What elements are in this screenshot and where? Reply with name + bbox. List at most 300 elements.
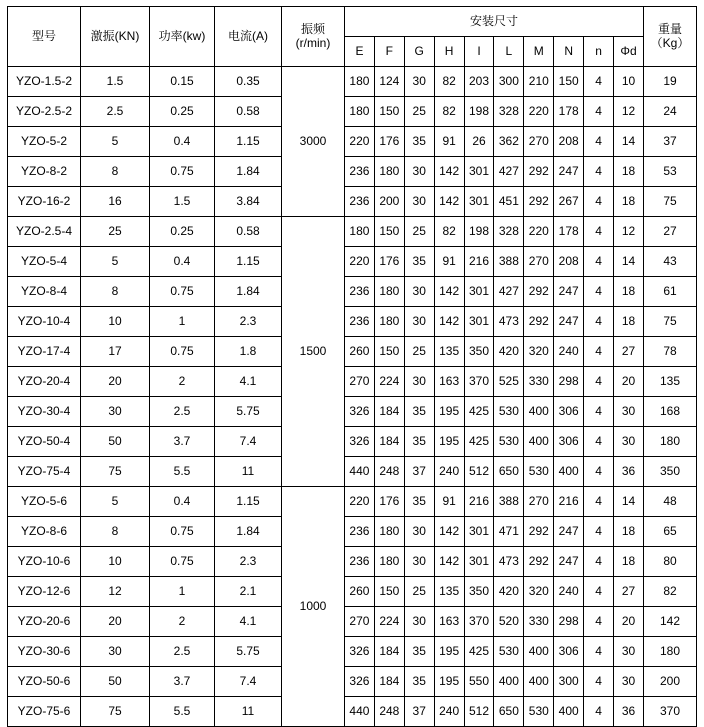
cell-force: 75 bbox=[81, 457, 150, 487]
cell-dim-n: 4 bbox=[584, 247, 614, 277]
cell-model: YZO-5-6 bbox=[8, 487, 81, 517]
column-header-dim-e: E bbox=[345, 37, 375, 67]
cell-dim-Φd: 36 bbox=[614, 697, 644, 727]
cell-dim-G: 35 bbox=[404, 397, 434, 427]
table-row bbox=[8, 667, 697, 697]
cell-force: 20 bbox=[81, 367, 150, 397]
cell-dim-n: 4 bbox=[584, 157, 614, 187]
cell-dim-N: 247 bbox=[554, 307, 584, 337]
cell-dim-F: 200 bbox=[374, 187, 404, 217]
cell-weight: 78 bbox=[644, 337, 697, 367]
column-header-frequency bbox=[282, 7, 345, 67]
table-row bbox=[8, 247, 697, 277]
table-row bbox=[8, 217, 697, 247]
cell-model: YZO-17-4 bbox=[8, 337, 81, 367]
cell-dim-F: 184 bbox=[374, 667, 404, 697]
cell-dim-G: 35 bbox=[404, 427, 434, 457]
cell-weight: 82 bbox=[644, 577, 697, 607]
table-row bbox=[8, 427, 697, 457]
cell-dim-M: 220 bbox=[524, 217, 554, 247]
cell-dim-M: 330 bbox=[524, 607, 554, 637]
cell-dim-I: 350 bbox=[464, 577, 494, 607]
cell-dim-Φd: 18 bbox=[614, 517, 644, 547]
cell-dim-n: 4 bbox=[584, 277, 614, 307]
cell-dim-N: 150 bbox=[554, 67, 584, 97]
cell-dim-Φd: 18 bbox=[614, 307, 644, 337]
cell-dim-N: 298 bbox=[554, 367, 584, 397]
cell-weight: 350 bbox=[644, 457, 697, 487]
cell-dim-M: 270 bbox=[524, 127, 554, 157]
column-header-dim-phi-d: Φd bbox=[614, 37, 644, 67]
cell-weight: 200 bbox=[644, 667, 697, 697]
cell-dim-N: 178 bbox=[554, 217, 584, 247]
table-row bbox=[8, 127, 697, 157]
cell-dim-N: 208 bbox=[554, 127, 584, 157]
cell-dim-L: 427 bbox=[494, 157, 524, 187]
column-header-dim-m: M bbox=[524, 37, 554, 67]
cell-model: YZO-8-4 bbox=[8, 277, 81, 307]
cell-model: YZO-75-4 bbox=[8, 457, 81, 487]
table-row bbox=[8, 547, 697, 577]
cell-power: 0.15 bbox=[150, 67, 215, 97]
cell-dim-F: 224 bbox=[374, 367, 404, 397]
cell-force: 8 bbox=[81, 157, 150, 187]
cell-dim-G: 30 bbox=[404, 187, 434, 217]
cell-current: 1.8 bbox=[215, 337, 282, 367]
table-row bbox=[8, 97, 697, 127]
table-row bbox=[8, 157, 697, 187]
cell-dim-G: 35 bbox=[404, 247, 434, 277]
cell-dim-N: 298 bbox=[554, 607, 584, 637]
cell-dim-Φd: 14 bbox=[614, 487, 644, 517]
cell-dim-N: 247 bbox=[554, 277, 584, 307]
cell-dim-Φd: 30 bbox=[614, 637, 644, 667]
cell-weight: 43 bbox=[644, 247, 697, 277]
cell-dim-F: 180 bbox=[374, 547, 404, 577]
cell-current: 2.3 bbox=[215, 547, 282, 577]
cell-model: YZO-30-4 bbox=[8, 397, 81, 427]
cell-dim-G: 25 bbox=[404, 337, 434, 367]
cell-dim-F: 184 bbox=[374, 637, 404, 667]
cell-dim-Φd: 12 bbox=[614, 217, 644, 247]
cell-model: YZO-1.5-2 bbox=[8, 67, 81, 97]
cell-dim-L: 473 bbox=[494, 307, 524, 337]
cell-power: 0.4 bbox=[150, 127, 215, 157]
cell-current: 1.15 bbox=[215, 127, 282, 157]
cell-dim-n: 4 bbox=[584, 517, 614, 547]
cell-dim-L: 520 bbox=[494, 607, 524, 637]
cell-current: 1.15 bbox=[215, 487, 282, 517]
cell-dim-H: 142 bbox=[434, 307, 464, 337]
cell-dim-I: 512 bbox=[464, 457, 494, 487]
cell-weight: 19 bbox=[644, 67, 697, 97]
cell-dim-n: 4 bbox=[584, 637, 614, 667]
column-header-dim-f: F bbox=[374, 37, 404, 67]
cell-dim-G: 25 bbox=[404, 97, 434, 127]
cell-dim-E: 326 bbox=[345, 427, 375, 457]
cell-power: 0.4 bbox=[150, 487, 215, 517]
cell-current: 0.58 bbox=[215, 97, 282, 127]
cell-dim-F: 176 bbox=[374, 127, 404, 157]
cell-dim-I: 512 bbox=[464, 697, 494, 727]
cell-dim-E: 220 bbox=[345, 487, 375, 517]
cell-dim-H: 142 bbox=[434, 157, 464, 187]
table-row bbox=[8, 577, 697, 607]
cell-dim-Φd: 30 bbox=[614, 667, 644, 697]
cell-current: 0.35 bbox=[215, 67, 282, 97]
cell-dim-G: 30 bbox=[404, 307, 434, 337]
cell-model: YZO-10-4 bbox=[8, 307, 81, 337]
cell-dim-E: 236 bbox=[345, 157, 375, 187]
cell-dim-Φd: 27 bbox=[614, 577, 644, 607]
cell-dim-n: 4 bbox=[584, 397, 614, 427]
cell-current: 4.1 bbox=[215, 367, 282, 397]
cell-force: 10 bbox=[81, 307, 150, 337]
cell-dim-n: 4 bbox=[584, 577, 614, 607]
column-header-current: 电流(A) bbox=[215, 7, 282, 67]
cell-dim-H: 91 bbox=[434, 247, 464, 277]
cell-model: YZO-75-6 bbox=[8, 697, 81, 727]
cell-dim-L: 525 bbox=[494, 367, 524, 397]
cell-power: 3.7 bbox=[150, 427, 215, 457]
cell-dim-H: 82 bbox=[434, 97, 464, 127]
cell-dim-M: 330 bbox=[524, 367, 554, 397]
cell-force: 30 bbox=[81, 637, 150, 667]
table-row bbox=[8, 307, 697, 337]
cell-power: 0.75 bbox=[150, 547, 215, 577]
cell-dim-H: 91 bbox=[434, 487, 464, 517]
cell-dim-H: 163 bbox=[434, 607, 464, 637]
cell-dim-n: 4 bbox=[584, 67, 614, 97]
cell-dim-N: 306 bbox=[554, 427, 584, 457]
cell-dim-L: 650 bbox=[494, 457, 524, 487]
cell-dim-Φd: 10 bbox=[614, 67, 644, 97]
cell-dim-L: 530 bbox=[494, 637, 524, 667]
cell-dim-L: 420 bbox=[494, 337, 524, 367]
cell-force: 25 bbox=[81, 217, 150, 247]
cell-dim-N: 300 bbox=[554, 667, 584, 697]
cell-weight: 75 bbox=[644, 187, 697, 217]
cell-dim-I: 370 bbox=[464, 607, 494, 637]
cell-dim-G: 35 bbox=[404, 487, 434, 517]
cell-dim-L: 300 bbox=[494, 67, 524, 97]
table-header-row-1 bbox=[8, 7, 697, 37]
cell-dim-Φd: 20 bbox=[614, 607, 644, 637]
cell-model: YZO-8-6 bbox=[8, 517, 81, 547]
cell-power: 5.5 bbox=[150, 457, 215, 487]
cell-dim-L: 471 bbox=[494, 517, 524, 547]
cell-dim-F: 248 bbox=[374, 697, 404, 727]
cell-current: 2.3 bbox=[215, 307, 282, 337]
cell-dim-E: 326 bbox=[345, 637, 375, 667]
table-row bbox=[8, 277, 697, 307]
cell-dim-E: 180 bbox=[345, 67, 375, 97]
cell-power: 2.5 bbox=[150, 397, 215, 427]
cell-model: YZO-10-6 bbox=[8, 547, 81, 577]
cell-dim-G: 30 bbox=[404, 157, 434, 187]
cell-power: 1.5 bbox=[150, 187, 215, 217]
cell-dim-M: 320 bbox=[524, 577, 554, 607]
cell-force: 30 bbox=[81, 397, 150, 427]
cell-dim-L: 388 bbox=[494, 487, 524, 517]
cell-dim-G: 25 bbox=[404, 577, 434, 607]
cell-dim-F: 150 bbox=[374, 337, 404, 367]
cell-dim-G: 30 bbox=[404, 517, 434, 547]
cell-dim-E: 220 bbox=[345, 247, 375, 277]
cell-dim-F: 180 bbox=[374, 307, 404, 337]
cell-force: 50 bbox=[81, 667, 150, 697]
cell-force: 50 bbox=[81, 427, 150, 457]
cell-power: 2 bbox=[150, 367, 215, 397]
table-row bbox=[8, 67, 697, 97]
cell-dim-F: 180 bbox=[374, 517, 404, 547]
column-header-dim-n: N bbox=[554, 37, 584, 67]
cell-dim-Φd: 14 bbox=[614, 247, 644, 277]
cell-dim-Φd: 18 bbox=[614, 187, 644, 217]
cell-dim-G: 37 bbox=[404, 697, 434, 727]
cell-dim-L: 427 bbox=[494, 277, 524, 307]
cell-dim-E: 270 bbox=[345, 367, 375, 397]
cell-dim-F: 180 bbox=[374, 157, 404, 187]
cell-dim-Φd: 14 bbox=[614, 127, 644, 157]
cell-current: 3.84 bbox=[215, 187, 282, 217]
cell-dim-M: 292 bbox=[524, 517, 554, 547]
cell-dim-Φd: 18 bbox=[614, 277, 644, 307]
column-header-dim-g: G bbox=[404, 37, 434, 67]
column-header-dim-h: H bbox=[434, 37, 464, 67]
table-row bbox=[8, 187, 697, 217]
cell-model: YZO-2.5-2 bbox=[8, 97, 81, 127]
cell-dim-N: 178 bbox=[554, 97, 584, 127]
cell-dim-I: 26 bbox=[464, 127, 494, 157]
cell-power: 0.75 bbox=[150, 517, 215, 547]
cell-dim-n: 4 bbox=[584, 697, 614, 727]
cell-dim-E: 236 bbox=[345, 547, 375, 577]
cell-dim-H: 135 bbox=[434, 577, 464, 607]
column-header-dim-l: L bbox=[494, 37, 524, 67]
frequency-label-line2: (r/min) bbox=[295, 35, 331, 50]
cell-dim-E: 326 bbox=[345, 397, 375, 427]
cell-dim-E: 270 bbox=[345, 607, 375, 637]
cell-dim-L: 451 bbox=[494, 187, 524, 217]
cell-power: 0.75 bbox=[150, 157, 215, 187]
cell-model: YZO-50-6 bbox=[8, 667, 81, 697]
cell-frequency: 1500 bbox=[282, 217, 345, 487]
cell-weight: 37 bbox=[644, 127, 697, 157]
cell-dim-N: 400 bbox=[554, 457, 584, 487]
cell-dim-H: 91 bbox=[434, 127, 464, 157]
cell-dim-N: 306 bbox=[554, 397, 584, 427]
frequency-label-line1: 振频 bbox=[300, 21, 325, 36]
cell-dim-M: 530 bbox=[524, 697, 554, 727]
cell-dim-H: 82 bbox=[434, 67, 464, 97]
cell-dim-L: 530 bbox=[494, 427, 524, 457]
cell-dim-I: 425 bbox=[464, 427, 494, 457]
cell-dim-L: 420 bbox=[494, 577, 524, 607]
cell-weight: 142 bbox=[644, 607, 697, 637]
cell-current: 1.84 bbox=[215, 157, 282, 187]
cell-dim-M: 320 bbox=[524, 337, 554, 367]
cell-dim-F: 176 bbox=[374, 487, 404, 517]
cell-power: 5.5 bbox=[150, 697, 215, 727]
cell-dim-n: 4 bbox=[584, 367, 614, 397]
cell-power: 2 bbox=[150, 607, 215, 637]
cell-force: 5 bbox=[81, 487, 150, 517]
table-row bbox=[8, 697, 697, 727]
cell-dim-H: 142 bbox=[434, 277, 464, 307]
cell-dim-M: 210 bbox=[524, 67, 554, 97]
cell-dim-H: 82 bbox=[434, 217, 464, 247]
table-row bbox=[8, 397, 697, 427]
cell-dim-N: 208 bbox=[554, 247, 584, 277]
cell-dim-G: 30 bbox=[404, 367, 434, 397]
cell-frequency: 1000 bbox=[282, 487, 345, 727]
cell-dim-I: 550 bbox=[464, 667, 494, 697]
cell-dim-I: 301 bbox=[464, 157, 494, 187]
cell-dim-Φd: 18 bbox=[614, 547, 644, 577]
cell-dim-N: 216 bbox=[554, 487, 584, 517]
cell-dim-E: 236 bbox=[345, 307, 375, 337]
cell-dim-I: 425 bbox=[464, 637, 494, 667]
cell-dim-G: 25 bbox=[404, 217, 434, 247]
cell-dim-n: 4 bbox=[584, 187, 614, 217]
cell-dim-E: 236 bbox=[345, 517, 375, 547]
table-row bbox=[8, 607, 697, 637]
cell-dim-F: 224 bbox=[374, 607, 404, 637]
cell-weight: 53 bbox=[644, 157, 697, 187]
cell-dim-n: 4 bbox=[584, 217, 614, 247]
cell-current: 5.75 bbox=[215, 397, 282, 427]
cell-dim-N: 247 bbox=[554, 547, 584, 577]
cell-dim-M: 292 bbox=[524, 157, 554, 187]
table-row bbox=[8, 367, 697, 397]
cell-dim-G: 30 bbox=[404, 67, 434, 97]
cell-dim-E: 260 bbox=[345, 577, 375, 607]
cell-dim-N: 267 bbox=[554, 187, 584, 217]
cell-dim-E: 440 bbox=[345, 457, 375, 487]
cell-dim-N: 247 bbox=[554, 517, 584, 547]
column-header-model: 型号 bbox=[8, 7, 81, 67]
cell-current: 11 bbox=[215, 457, 282, 487]
cell-dim-n: 4 bbox=[584, 427, 614, 457]
cell-dim-L: 328 bbox=[494, 97, 524, 127]
column-header-dimensions-group: 安装尺寸 bbox=[345, 7, 644, 37]
specification-table bbox=[7, 6, 697, 727]
column-header-dim-n-count: n bbox=[584, 37, 614, 67]
cell-power: 3.7 bbox=[150, 667, 215, 697]
cell-dim-Φd: 20 bbox=[614, 367, 644, 397]
cell-dim-H: 195 bbox=[434, 397, 464, 427]
cell-force: 5 bbox=[81, 247, 150, 277]
cell-dim-L: 388 bbox=[494, 247, 524, 277]
cell-force: 10 bbox=[81, 547, 150, 577]
cell-dim-H: 240 bbox=[434, 457, 464, 487]
cell-model: YZO-20-6 bbox=[8, 607, 81, 637]
cell-dim-N: 240 bbox=[554, 337, 584, 367]
cell-dim-N: 247 bbox=[554, 157, 584, 187]
cell-force: 8 bbox=[81, 517, 150, 547]
cell-dim-E: 180 bbox=[345, 97, 375, 127]
cell-current: 1.15 bbox=[215, 247, 282, 277]
cell-dim-H: 195 bbox=[434, 637, 464, 667]
cell-model: YZO-30-6 bbox=[8, 637, 81, 667]
cell-dim-n: 4 bbox=[584, 547, 614, 577]
cell-weight: 180 bbox=[644, 427, 697, 457]
cell-dim-I: 370 bbox=[464, 367, 494, 397]
cell-model: YZO-8-2 bbox=[8, 157, 81, 187]
cell-power: 1 bbox=[150, 307, 215, 337]
cell-dim-Φd: 30 bbox=[614, 427, 644, 457]
cell-dim-M: 400 bbox=[524, 397, 554, 427]
cell-power: 0.4 bbox=[150, 247, 215, 277]
cell-dim-I: 301 bbox=[464, 277, 494, 307]
cell-force: 12 bbox=[81, 577, 150, 607]
cell-power: 0.75 bbox=[150, 337, 215, 367]
cell-dim-Φd: 30 bbox=[614, 397, 644, 427]
cell-dim-I: 203 bbox=[464, 67, 494, 97]
cell-dim-n: 4 bbox=[584, 127, 614, 157]
cell-dim-I: 301 bbox=[464, 547, 494, 577]
cell-power: 0.25 bbox=[150, 217, 215, 247]
cell-dim-F: 180 bbox=[374, 277, 404, 307]
cell-dim-M: 292 bbox=[524, 547, 554, 577]
cell-dim-H: 135 bbox=[434, 337, 464, 367]
cell-weight: 48 bbox=[644, 487, 697, 517]
cell-dim-F: 184 bbox=[374, 427, 404, 457]
cell-force: 2.5 bbox=[81, 97, 150, 127]
cell-force: 20 bbox=[81, 607, 150, 637]
cell-dim-E: 260 bbox=[345, 337, 375, 367]
cell-weight: 370 bbox=[644, 697, 697, 727]
cell-dim-G: 37 bbox=[404, 457, 434, 487]
cell-dim-L: 473 bbox=[494, 547, 524, 577]
cell-dim-M: 400 bbox=[524, 427, 554, 457]
cell-dim-F: 124 bbox=[374, 67, 404, 97]
cell-dim-H: 163 bbox=[434, 367, 464, 397]
cell-current: 7.4 bbox=[215, 427, 282, 457]
cell-dim-I: 301 bbox=[464, 307, 494, 337]
cell-dim-L: 650 bbox=[494, 697, 524, 727]
cell-dim-Φd: 27 bbox=[614, 337, 644, 367]
cell-dim-N: 400 bbox=[554, 697, 584, 727]
cell-dim-L: 400 bbox=[494, 667, 524, 697]
cell-dim-E: 440 bbox=[345, 697, 375, 727]
cell-model: YZO-50-4 bbox=[8, 427, 81, 457]
cell-dim-F: 150 bbox=[374, 97, 404, 127]
cell-dim-F: 184 bbox=[374, 397, 404, 427]
cell-weight: 135 bbox=[644, 367, 697, 397]
table-row bbox=[8, 517, 697, 547]
cell-dim-G: 35 bbox=[404, 637, 434, 667]
cell-current: 5.75 bbox=[215, 637, 282, 667]
cell-weight: 80 bbox=[644, 547, 697, 577]
cell-weight: 61 bbox=[644, 277, 697, 307]
cell-current: 2.1 bbox=[215, 577, 282, 607]
cell-dim-I: 350 bbox=[464, 337, 494, 367]
cell-dim-I: 425 bbox=[464, 397, 494, 427]
cell-weight: 75 bbox=[644, 307, 697, 337]
cell-weight: 24 bbox=[644, 97, 697, 127]
cell-model: YZO-5-4 bbox=[8, 247, 81, 277]
cell-current: 7.4 bbox=[215, 667, 282, 697]
cell-model: YZO-2.5-4 bbox=[8, 217, 81, 247]
table-header bbox=[8, 7, 697, 67]
cell-power: 1 bbox=[150, 577, 215, 607]
cell-current: 0.58 bbox=[215, 217, 282, 247]
cell-dim-n: 4 bbox=[584, 487, 614, 517]
cell-dim-M: 400 bbox=[524, 667, 554, 697]
cell-dim-M: 292 bbox=[524, 307, 554, 337]
